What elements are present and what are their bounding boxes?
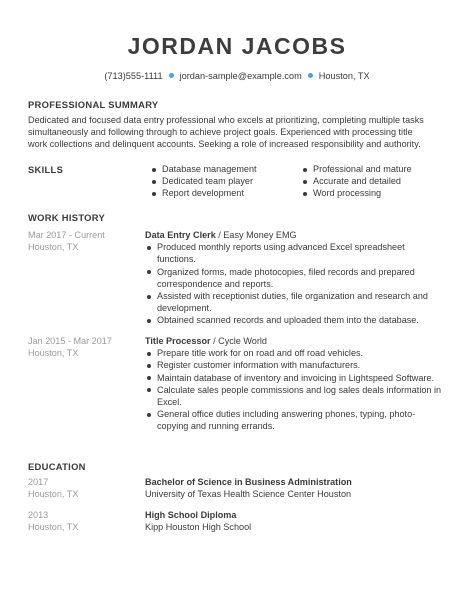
education-heading: EDUCATION [28, 461, 86, 472]
education-location: Houston, TX [28, 489, 79, 500]
skill-item: Dedicated team player [152, 175, 257, 187]
summary-text [28, 114, 448, 151]
separator-dot-icon [169, 73, 174, 78]
summary-line: simultaneously and following through to achieve project goals. Experienced with processing title [28, 127, 413, 138]
skill-item: Word processing [303, 187, 412, 199]
degree-name: High School Diploma [145, 510, 237, 520]
skills-column-2 [303, 163, 412, 200]
duty-item: Produced monthly reports using advanced Excel spreadsheet functions. [145, 241, 445, 265]
job-meta [28, 335, 112, 359]
education-year: 2013 [28, 510, 49, 520]
skill-item: Accurate and detailed [303, 175, 412, 187]
school-name: University of Texas Health Science Center Houston [145, 489, 352, 500]
skill-item: Database management [152, 163, 257, 175]
education-year: 2017 [28, 477, 49, 487]
phone-number: (713)555-1111 [104, 71, 163, 81]
job-entry [145, 229, 445, 327]
job-dates: Jan 2015 - Mar 2017 [28, 336, 112, 346]
job-location: Houston, TX [28, 242, 79, 253]
job-duties [145, 347, 445, 432]
job-heading [145, 229, 445, 241]
duty-item: Obtained scanned records and uploaded them into the database. [145, 314, 445, 326]
summary-line: Dedicated and focused data entry professional who excels at prioritizing, completing multiple tasks [28, 115, 424, 125]
skills-heading: SKILLS [28, 164, 64, 175]
contact-location: Houston, TX [318, 71, 370, 81]
work-history-heading: WORK HISTORY [28, 212, 106, 223]
duty-item: Calculate sales people commissions and log sales deals information in Excel. [145, 384, 445, 408]
duty-item: General office duties including answering phones, typing, photo-copying and running errands. [145, 408, 445, 432]
duty-item: Register customer information with manufacturers. [145, 359, 445, 371]
separator-dot-icon [308, 73, 313, 78]
skills-column-1 [152, 163, 257, 200]
duty-item: Prepare title work for on road and off road vehicles. [145, 347, 445, 359]
school-name: Kipp Houston High School [145, 522, 252, 533]
degree-name: Bachelor of Science in Business Administration [145, 477, 352, 487]
summary-line: work collections and delinquent accounts. Seeking a role of increased responsibility and authority. [28, 139, 421, 150]
skill-item: Report development [152, 187, 257, 199]
job-company: / Easy Money EMG [215, 230, 297, 240]
job-dates: Mar 2017 - Current [28, 230, 105, 240]
duty-item: Organized forms, made photocopies, filed records and prepared correspondence and reports. [145, 266, 445, 290]
job-meta [28, 229, 105, 253]
duty-item: Maintain database of inventory and invoicing in Lightspeed Software. [145, 372, 445, 384]
job-title: Title Processor [145, 336, 211, 346]
education-meta [28, 476, 78, 500]
contact-line [0, 71, 474, 81]
job-title: Data Entry Clerk [145, 230, 216, 240]
education-entry [145, 476, 352, 500]
education-location: Houston, TX [28, 522, 79, 533]
email-address: jordan-sample@example.com [179, 71, 302, 81]
duty-item: Assisted with receptionist duties, file organization and research and development. [145, 290, 445, 314]
job-duties [145, 241, 445, 326]
summary-heading: PROFESSIONAL SUMMARY [28, 99, 159, 110]
education-meta [28, 509, 78, 533]
candidate-name: JORDAN JACOBS [127, 33, 347, 59]
skill-item: Professional and mature [303, 163, 412, 175]
job-heading [145, 335, 445, 347]
education-entry [145, 509, 251, 533]
job-entry [145, 335, 445, 433]
job-company: / Cycle World [210, 336, 267, 346]
job-location: Houston, TX [28, 348, 79, 359]
